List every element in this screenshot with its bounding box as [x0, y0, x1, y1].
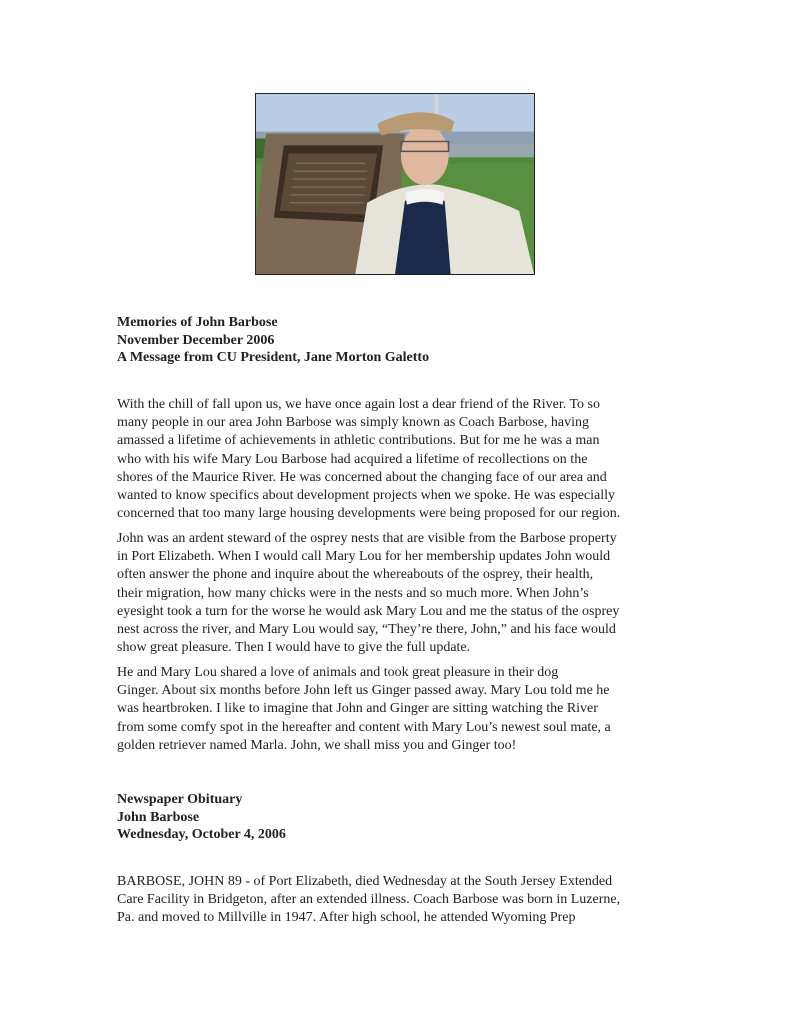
paragraph-line: nest across the river, and Mary Lou would say, “They’re there, John,” and his face would	[117, 622, 616, 638]
paragraph-2	[117, 530, 683, 657]
paragraph-line: from some comfy spot in the hereafter and content with Mary Lou’s newest soul mate, a	[117, 719, 611, 735]
paragraph-line: eyesight took a turn for the worse he would ask Mary Lou and me the status of the osprey	[117, 603, 620, 619]
paragraph-1	[117, 396, 683, 523]
obituary-title: Newspaper Obituary	[117, 792, 243, 807]
paragraph-line: wanted to know specifics about development projects when we spoke. He was especially	[117, 488, 616, 504]
photo-john-barbose-with-plaque	[255, 93, 535, 275]
obituary-paragraph	[117, 873, 683, 928]
paragraph-line: who with his wife Mary Lou Barbose had acquired a lifetime of recollections on the	[117, 451, 588, 467]
paragraph-line: show great pleasure. Then I would have to give the full update.	[117, 640, 471, 656]
memories-title: Memories of John Barbose	[117, 315, 278, 330]
paragraph-line: With the chill of fall upon us, we have once again lost a dear friend of the River. To so	[117, 397, 601, 412]
memories-byline: A Message from CU President, Jane Morton Galetto	[117, 350, 430, 365]
paragraph-line: Ginger. About six months before John left us Ginger passed away. Mary Lou told me he	[117, 683, 610, 699]
paragraph-line: their migration, how many chicks were in the nests and so much more. When John’s	[117, 585, 589, 601]
memories-date: November December 2006	[117, 332, 275, 348]
paragraph-line: Pa. and moved to Millville in 1947. After high school, he attended Wyoming Prep	[117, 910, 576, 926]
paragraph-line: concerned that too many large housing developments were being proposed for our region.	[117, 506, 621, 522]
paragraph-line: was heartbroken. I like to imagine that John and Ginger are sitting watching the River	[117, 701, 598, 717]
obituary-date: Wednesday, October 4, 2006	[117, 827, 286, 842]
obituary-name: John Barbose	[117, 809, 200, 825]
paragraph-line: Care Facility in Bridgeton, after an extended illness. Coach Barbose was born in Luzerne,	[117, 892, 621, 908]
paragraph-line: BARBOSE, JOHN 89 - of Port Elizabeth, died Wednesday at the South Jersey Extended	[117, 874, 613, 889]
paragraph-line: golden retriever named Marla. John, we shall miss you and Ginger too!	[117, 737, 517, 753]
paragraph-line: He and Mary Lou shared a love of animals and took great pleasure in their dog	[117, 665, 559, 680]
obituary-heading	[117, 791, 683, 844]
memories-heading	[117, 314, 683, 367]
paragraph-line: in Port Elizabeth. When I would call Mary Lou for her membership updates John would	[117, 549, 611, 565]
paragraph-line: many people in our area John Barbose was simply known as Coach Barbose, having	[117, 415, 590, 431]
paragraph-line: John was an ardent steward of the osprey nests that are visible from the Barbose property	[117, 531, 617, 546]
paragraph-3	[117, 664, 683, 755]
paragraph-line: amassed a lifetime of achievements in athletic contributions. But for me he was a man	[117, 433, 600, 449]
paragraph-line: often answer the phone and inquire about the whereabouts of the osprey, their health,	[117, 567, 594, 583]
paragraph-line: shores of the Maurice River. He was concerned about the changing face of our area and	[117, 469, 607, 485]
